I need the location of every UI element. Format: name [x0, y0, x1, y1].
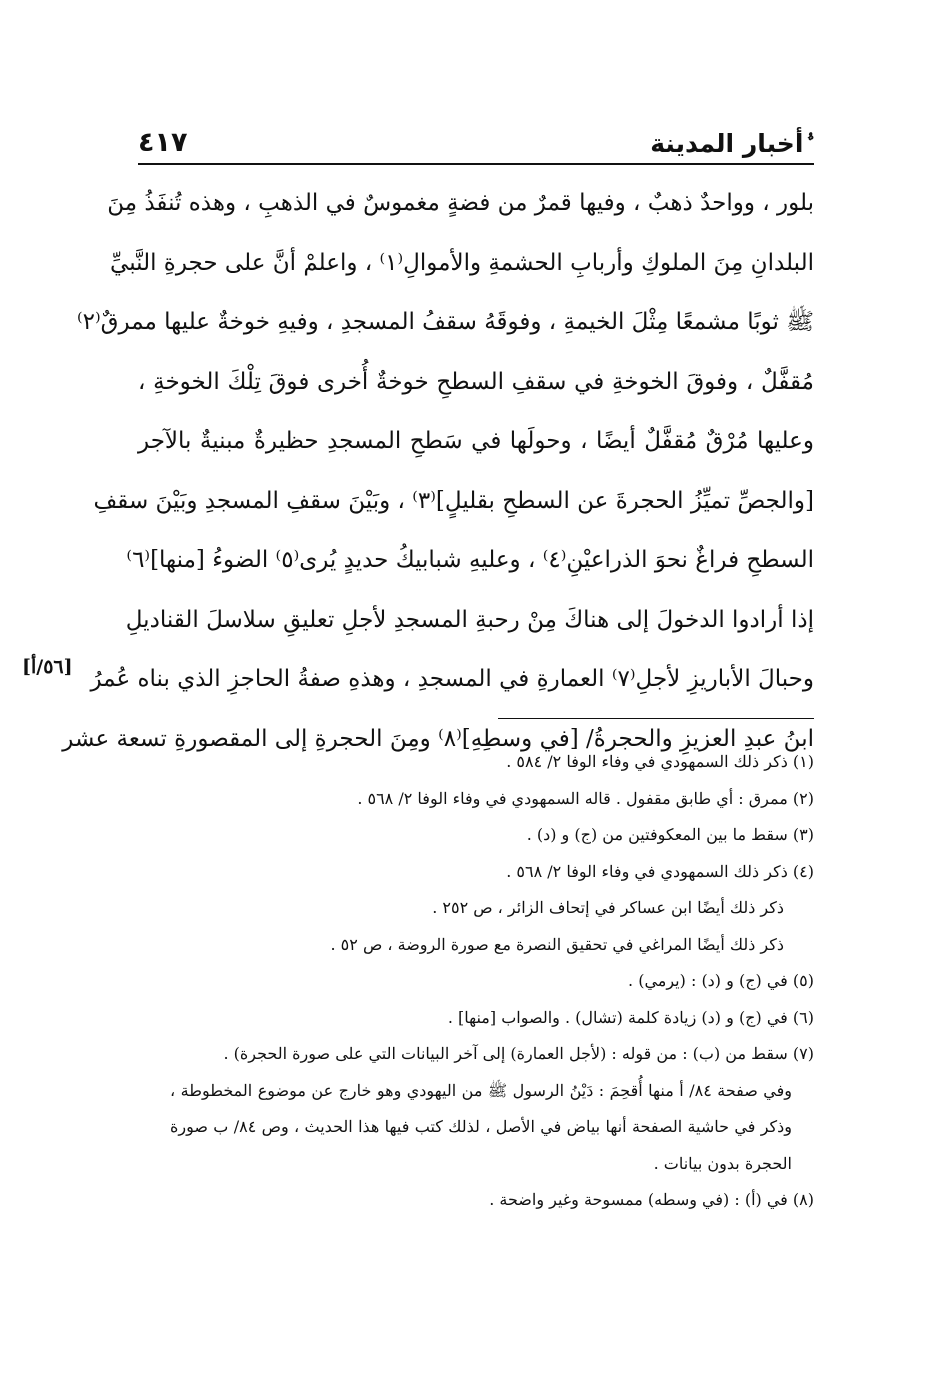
main-text — [62, 174, 814, 769]
running-title-text: أخبار المدينة — [650, 129, 804, 158]
page-number: ٤١٧ — [138, 127, 188, 158]
footnote: (٨) في (أ) : (في وسطه) ممسوحة وغير واضحة . — [489, 1190, 814, 1209]
footnote: (٤) ذكر ذلك السمهودي في وفاء الوفا ٢/ ٥٦٨ . — [506, 861, 814, 881]
text-line: ﷺ ثوبًا مشمعًا مِثْلَ الخيمةِ ، وفوقَهُ سقفُ المسجدِ ، وفيهِ خوخةٌ عليها ممرقٌ⁽٢⁾ — [77, 309, 814, 335]
text-line: وعليها مُرْقٌ مُقفَّلٌ أيضًا ، وحولَها في سَطحِ المسجدِ حظيرةٌ مبنيةٌ بالآجر — [138, 428, 814, 454]
text-line: بلور ، وواحدٌ ذهبٌ ، وفيها قمرٌ من فضةٍ مغموسٌ في الذهبِ ، وهذه تُنفَذُ مِنَ — [107, 190, 814, 216]
footnote-separator — [498, 718, 814, 719]
text-line: مُقفَّلٌ ، وفوقَ الخوخةِ في سقفِ السطحِ خوخةٌ أُخرى فوقَ تِلْكَ الخوخةِ ، — [138, 368, 814, 395]
footnote-continuation: وفي صفحة ٨٤/ أ منها أُقحِمَ : دَيْنُ الرسول ﷺ من اليهودي وهو خارج عن موضوع المخطوطة ، — [170, 1080, 793, 1100]
footnote: (٥) في (ج) و (د) : (يرمي) . — [628, 971, 814, 990]
ornament-icon: ﱡ — [807, 131, 814, 156]
footnote: (٢) ممرق : أي طابق مقفول . قاله السمهودي في وفاء الوفا ٢/ ٥٦٨ . — [357, 788, 814, 808]
text-line: ابنُ عبدِ العزيزِ والحجرةُ/ [في وسطِهِ]⁽٨⁾ ومِنَ الحجرةِ إلى المقصورةِ تسعة عشر — [62, 725, 814, 752]
footnote: (٧) سقط من (ب) : من قوله : (لأجل العمارة) إلى آخر البيانات التي على صورة الحجرة) . — [223, 1044, 814, 1063]
footnote-continuation: ذكر ذلك أيضًا ابن عساكر في إتحاف الزائر ، ص ٢٥٢ . — [432, 898, 784, 917]
page-header — [138, 120, 814, 158]
text-line: البلدانِ مِنَ الملوكِ وأربابِ الحشمةِ والأموالِ⁽١⁾ ، واعلمْ أنَّ على حجرةِ النَّبيِّ — [110, 249, 814, 276]
footnote: (١) ذكر ذلك السمهودي في وفاء الوفا ٢/ ٥٨٤ . — [506, 752, 814, 771]
footnote-continuation: ذكر ذلك أيضًا المراغي في تحقيق النصرة مع صورة الروضة ، ص ٥٢ . — [330, 934, 784, 954]
manuscript-folio-mark: [٥٦/أ] — [22, 656, 73, 678]
text-line: وحبالَ الأباريزِ لأجلِ⁽٧⁾ العمارةِ في المسجدِ ، وهذهِ صفةُ الحاجزِ الذي بناه عُمرُ — [90, 666, 814, 692]
footnote-continuation: وذكر في حاشية الصفحة أنها بياض في الأصل ، لذلك كتب فيها هذا الحديث ، وص ٨٤/ ب صورة — [170, 1117, 792, 1136]
footnotes — [170, 744, 814, 1219]
text-line: [والجصِّ تميِّزُ الحجرةَ عن السطحِ بقليلٍ]⁽٣⁾ ، وبَيْنَ سقفِ المسجدِ وبَيْنَ سقفِ — [93, 487, 814, 514]
running-title — [650, 129, 814, 158]
footnote: (٦) في (ج) و (د) زيادة كلمة (تشال) . والصواب [منها] . — [447, 1007, 814, 1027]
footnote-continuation: الحجرة بدون بيانات . — [653, 1153, 792, 1173]
text-line: إذا أرادوا الدخولَ إلى هناكَ مِنْ رحبةِ المسجدِ لأجلِ تعليقِ سلاسلَ القناديلِ — [125, 606, 814, 633]
footnote: (٣) سقط ما بين المعكوفتين من (ج) و (د) . — [526, 825, 814, 844]
text-line: السطحِ فراغٌ نحوَ الذراعيْنِ⁽٤⁾ ، وعليهِ شبابيكُ حديدٍ يُرى⁽٥⁾ الضوءُ [منها]⁽٦⁾ — [126, 547, 814, 573]
header-rule — [138, 163, 814, 165]
